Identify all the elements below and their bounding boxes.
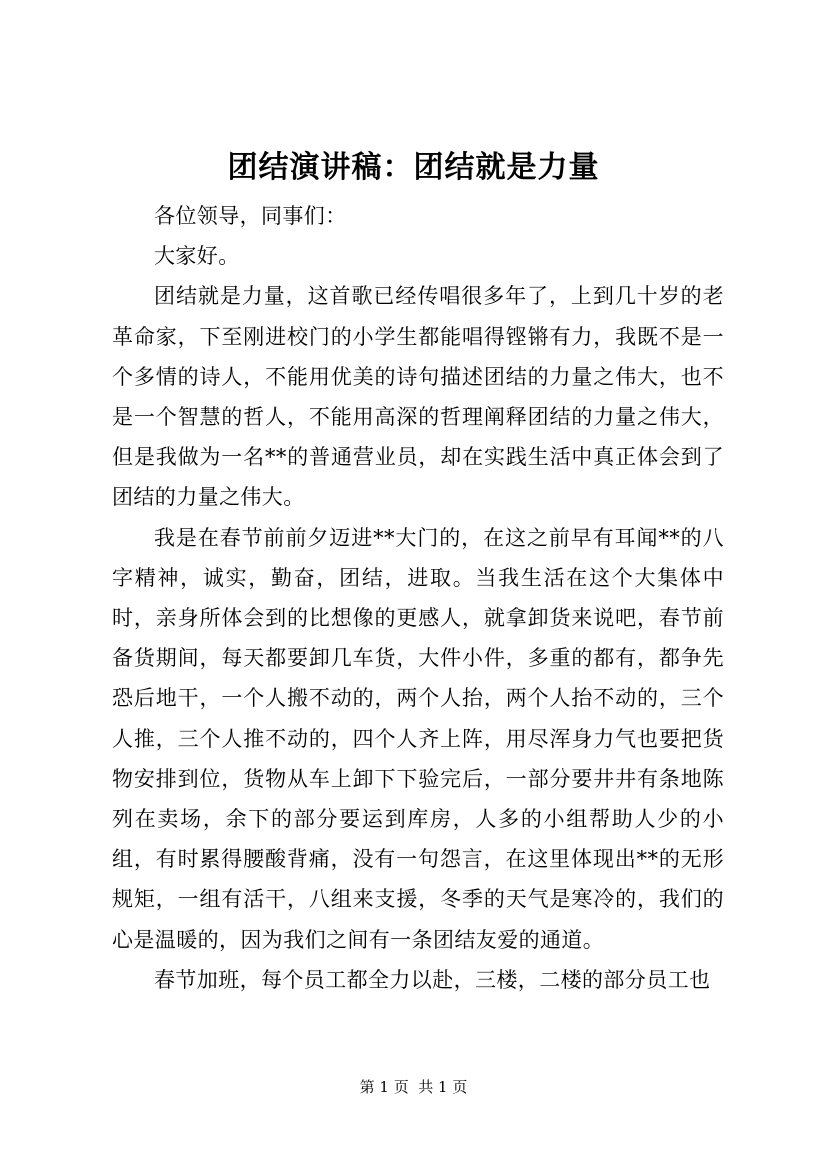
document-body [112, 196, 724, 1000]
salutation-paragraph: 各位领导，同事们： [154, 204, 347, 228]
document-title: 团结演讲稿：团结就是力量 [227, 150, 600, 185]
body-paragraph: 我是在春节前前夕迈进**大门的，在这之前早有耳闻**的八字精神，诚实，勤奋，团结，进取。当我生活在这个大集体中时，亲身所体会到的比想像的更感人，就拿卸货来说吧，春节前备货期间，每天都要卸几车货，大件小件，多重的都有，都争先恐后地干，一个人搬不动的，两个人抬，两个人抬不动的，三个人推，三个人推不动的，四个人齐上阵，用尽浑身力气也要把货物安排到位，货物从车上卸下下验完后，一部分要井井有条地陈列在卖场，余下的部分要运到库房，人多的小组帮助人少的小组，有时累得腰酸背痛，没有一句怨言，在这里体现出**的无形规矩，一组有活干，八组来支援，冬季的天气是寒冷的，我们的心是温暖的，因为我们之间有一条团结友爱的通道。 [112, 525, 724, 952]
body-paragraph: 团结就是力量，这首歌已经传唱很多年了，上到几十岁的老革命家，下至刚进校门的小学生都能唱得铿锵有力，我既不是一个多情的诗人，不能用优美的诗句描述团结的力量之伟大，也不是一个智慧的哲人，不能用高深的哲理阐释团结的力量之伟大，但是我做为一名**的普通营业员，却在实践生活中真正体会到了团结的力量之伟大。 [112, 284, 724, 510]
greeting-paragraph: 大家好。 [154, 244, 240, 269]
page-number-label: 第 1 页 共 1 页 [359, 1078, 468, 1096]
body-paragraph: 春节加班，每个员工都全力以赴，三楼，二楼的部分员工也 [154, 967, 711, 992]
page-footer [0, 1076, 827, 1098]
